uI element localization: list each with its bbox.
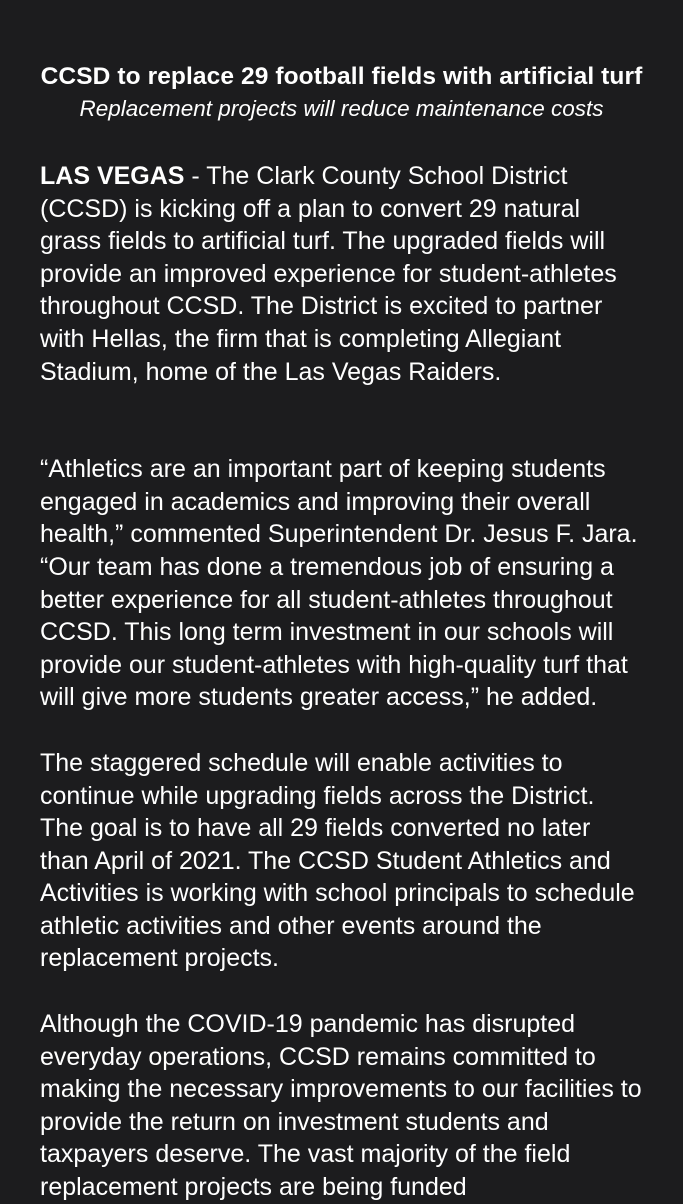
paragraph-2: “Athletics are an important part of keeping students engaged in academics and improving their overall health,” commented Superintendent Dr. Jesus F. Jara. “Our team has done a tremendous job of ensuring a better experience for all student-athletes throughout CCSD. This long term investment in our schools will provide our student-athletes with high-quality turf that will give more students greater access,” he added.	[40, 455, 638, 712]
paragraph-4: Although the COVID-19 pandemic has disrupted everyday operations, CCSD remains committed to making the necessary improvements to our facilities to provide the return on investment students and taxpayers deserve. The vast majority of the field replacement projects are being funded	[40, 1010, 642, 1202]
paragraph-1	[40, 160, 643, 388]
subheadline: Replacement projects will reduce maintenance costs	[79, 96, 604, 121]
paragraph-1-text: - The Clark County School District (CCSD) is kicking off a plan to convert 29 natural grass fields to artificial turf. The upgraded fields will provide an improved experience for student-athletes throughout CCSD. The District is excited to partner with Hellas, the firm that is completing Allegiant Stadium, home of the Las Vegas Raiders.	[40, 162, 617, 386]
paragraph-3: The staggered schedule will enable activities to continue while upgrading fields across the District. The goal is to have all 29 fields converted no later than April of 2021. The CCSD Student Athletics and Activities is working with school principals to schedule athletic activities and other events around the replacement projects.	[40, 748, 635, 973]
headline: CCSD to replace 29 football fields with artificial turf	[40, 63, 643, 90]
dateline: LAS VEGAS	[40, 162, 185, 190]
